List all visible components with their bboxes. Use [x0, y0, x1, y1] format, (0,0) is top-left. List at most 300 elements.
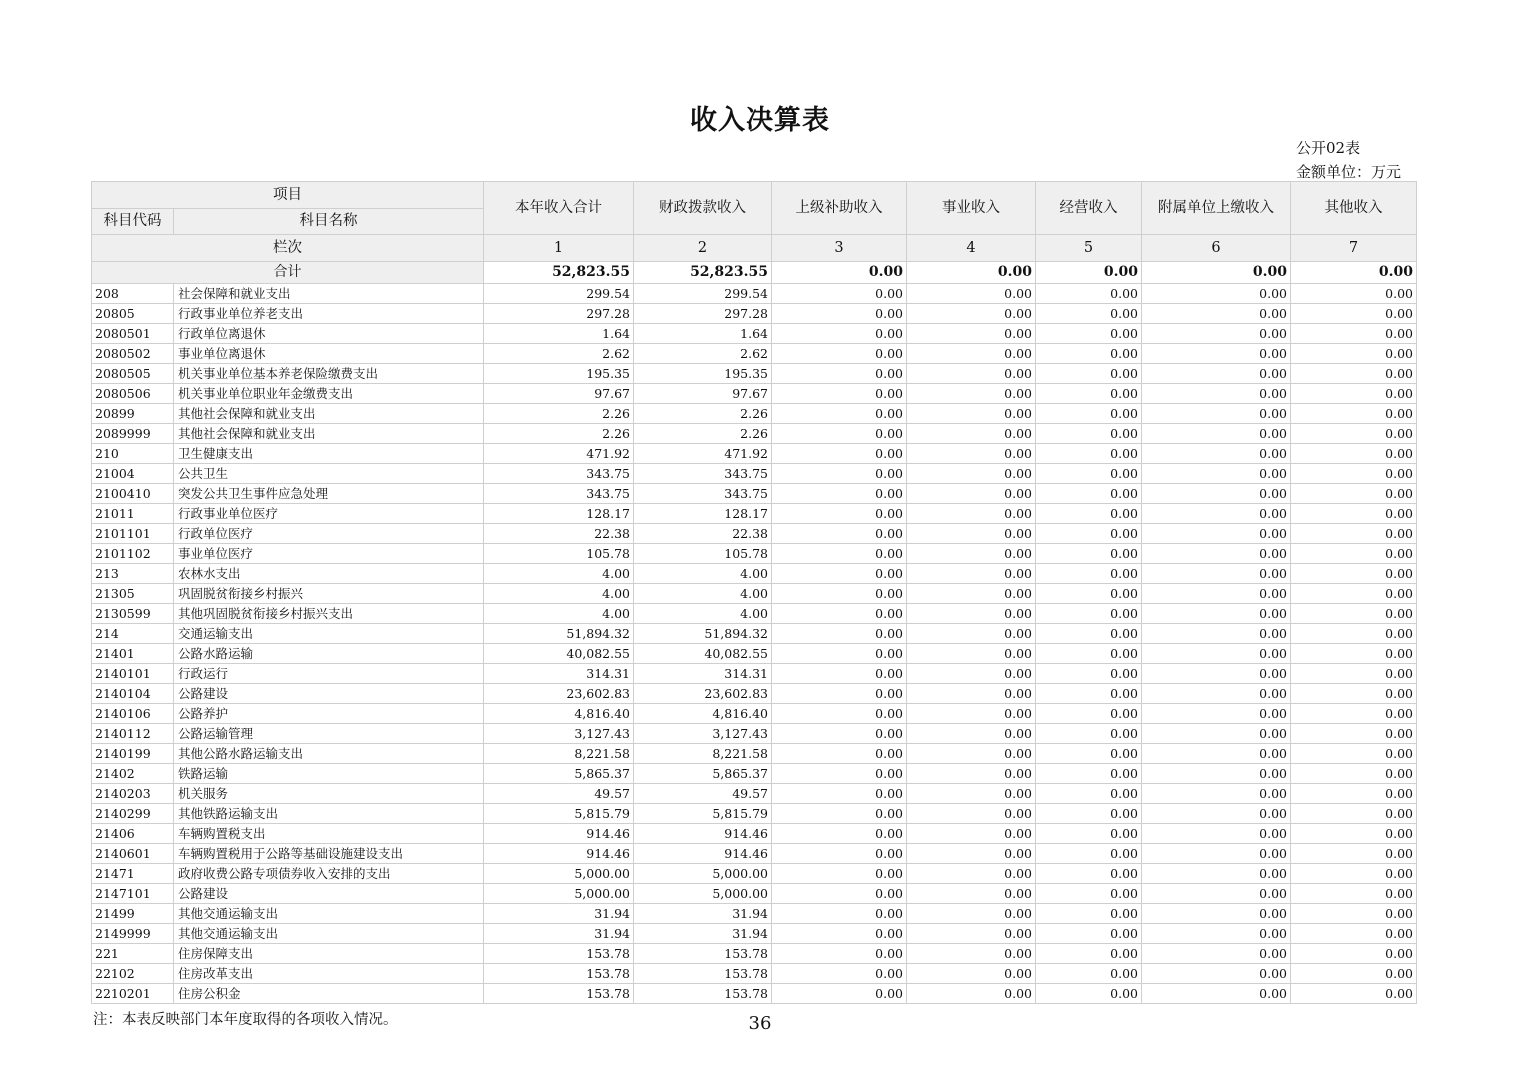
footnote: 注：本表反映部门本年度取得的各项收入情况。 — [93, 1012, 398, 1028]
amount-cell: 0.00 — [772, 564, 907, 584]
subject-code: 22102 — [92, 964, 174, 984]
amount-cell: 0.00 — [1142, 564, 1291, 584]
amount-cell: 0.00 — [1142, 764, 1291, 784]
amount-cell: 0.00 — [907, 604, 1036, 624]
amount-cell: 0.00 — [907, 824, 1036, 844]
amount-cell: 0.00 — [772, 964, 907, 984]
amount-cell: 40,082.55 — [484, 644, 634, 664]
amount-cell: 5,815.79 — [634, 804, 772, 824]
subject-code: 2080502 — [92, 344, 174, 364]
subject-name: 其他交通运输支出 — [174, 924, 484, 944]
amount-cell: 0.00 — [907, 584, 1036, 604]
amount-cell: 0.00 — [1291, 324, 1417, 344]
header-colnum-4: 4 — [907, 235, 1036, 262]
subject-name: 事业单位医疗 — [174, 544, 484, 564]
subject-name: 公路水路运输 — [174, 644, 484, 664]
subject-code: 2101102 — [92, 544, 174, 564]
header-colnum-7: 7 — [1291, 235, 1417, 262]
amount-cell: 0.00 — [1291, 584, 1417, 604]
subject-code: 21406 — [92, 824, 174, 844]
amount-cell: 2.26 — [484, 424, 634, 444]
subject-code: 2140104 — [92, 684, 174, 704]
amount-cell: 0.00 — [1036, 704, 1142, 724]
amount-cell: 0.00 — [772, 344, 907, 364]
amount-cell: 0.00 — [907, 704, 1036, 724]
amount-cell: 0.00 — [1036, 904, 1142, 924]
subject-name: 巩固脱贫衔接乡村振兴 — [174, 584, 484, 604]
amount-cell: 471.92 — [484, 444, 634, 464]
amount-cell: 0.00 — [1291, 724, 1417, 744]
amount-cell: 0.00 — [907, 784, 1036, 804]
subject-name: 住房改革支出 — [174, 964, 484, 984]
subject-code: 210 — [92, 444, 174, 464]
amount-cell: 97.67 — [634, 384, 772, 404]
amount-cell: 0.00 — [907, 384, 1036, 404]
subject-code: 2147101 — [92, 884, 174, 904]
subject-code: 21011 — [92, 504, 174, 524]
subject-name: 车辆购置税支出 — [174, 824, 484, 844]
header-col-1: 本年收入合计 — [484, 182, 634, 235]
subject-code: 2140299 — [92, 804, 174, 824]
amount-cell: 0.00 — [1291, 664, 1417, 684]
subject-code: 21401 — [92, 644, 174, 664]
table-row — [92, 924, 1417, 944]
header-colnum-1: 1 — [484, 235, 634, 262]
subject-code: 2140203 — [92, 784, 174, 804]
table-row — [92, 824, 1417, 844]
amount-cell: 0.00 — [1291, 624, 1417, 644]
amount-cell: 0.00 — [1142, 384, 1291, 404]
header-col-4: 事业收入 — [907, 182, 1036, 235]
amount-cell: 0.00 — [772, 944, 907, 964]
amount-cell: 0.00 — [1142, 324, 1291, 344]
amount-cell: 0.00 — [907, 644, 1036, 664]
amount-cell: 5,865.37 — [484, 764, 634, 784]
amount-cell: 0.00 — [1142, 644, 1291, 664]
amount-cell: 0.00 — [1291, 304, 1417, 324]
amount-cell: 0.00 — [772, 504, 907, 524]
amount-cell: 0.00 — [1036, 784, 1142, 804]
amount-cell: 2.62 — [634, 344, 772, 364]
table-row — [92, 864, 1417, 884]
amount-cell: 0.00 — [772, 404, 907, 424]
table-row — [92, 764, 1417, 784]
amount-cell: 31.94 — [634, 924, 772, 944]
subject-name: 其他社会保障和就业支出 — [174, 404, 484, 424]
amount-cell: 0.00 — [772, 764, 907, 784]
amount-cell: 0.00 — [1036, 724, 1142, 744]
amount-cell: 0.00 — [1036, 624, 1142, 644]
amount-cell: 0.00 — [1142, 424, 1291, 444]
subject-name: 住房保障支出 — [174, 944, 484, 964]
subject-name: 公路建设 — [174, 684, 484, 704]
subject-code: 21004 — [92, 464, 174, 484]
amount-cell: 0.00 — [907, 304, 1036, 324]
amount-cell: 0.00 — [1036, 424, 1142, 444]
amount-cell: 0.00 — [1142, 304, 1291, 324]
amount-cell: 0.00 — [1291, 884, 1417, 904]
amount-cell: 40,082.55 — [634, 644, 772, 664]
amount-cell: 0.00 — [1036, 664, 1142, 684]
amount-cell: 0.00 — [772, 984, 907, 1004]
amount-cell: 0.00 — [907, 884, 1036, 904]
subject-name: 其他巩固脱贫衔接乡村振兴支出 — [174, 604, 484, 624]
subject-code: 2100410 — [92, 484, 174, 504]
amount-cell: 5,000.00 — [634, 884, 772, 904]
table-row — [92, 424, 1417, 444]
amount-cell: 0.00 — [1291, 504, 1417, 524]
amount-cell: 153.78 — [634, 984, 772, 1004]
subject-code: 2130599 — [92, 604, 174, 624]
amount-cell: 0.00 — [1036, 284, 1142, 304]
amount-cell: 0.00 — [772, 444, 907, 464]
amount-cell: 0.00 — [772, 724, 907, 744]
amount-cell: 0.00 — [772, 824, 907, 844]
amount-cell: 0.00 — [1036, 864, 1142, 884]
amount-cell: 0.00 — [1036, 824, 1142, 844]
subject-code: 2140106 — [92, 704, 174, 724]
amount-unit: 金额单位：万元 — [1296, 163, 1402, 181]
amount-cell: 0.00 — [1036, 684, 1142, 704]
subject-code: 2149999 — [92, 924, 174, 944]
table-row — [92, 684, 1417, 704]
amount-cell: 4.00 — [634, 564, 772, 584]
amount-cell: 0.00 — [1291, 464, 1417, 484]
subject-code: 2080501 — [92, 324, 174, 344]
subject-name: 其他交通运输支出 — [174, 904, 484, 924]
amount-cell: 0.00 — [907, 464, 1036, 484]
amount-cell: 0.00 — [907, 724, 1036, 744]
amount-cell: 0.00 — [772, 384, 907, 404]
table-row — [92, 644, 1417, 664]
amount-cell: 4.00 — [484, 584, 634, 604]
subject-name: 铁路运输 — [174, 764, 484, 784]
subject-code: 2089999 — [92, 424, 174, 444]
amount-cell: 0.00 — [1291, 444, 1417, 464]
subject-name: 机关事业单位职业年金缴费支出 — [174, 384, 484, 404]
header-colnum-3: 3 — [772, 235, 907, 262]
subject-name: 其他社会保障和就业支出 — [174, 424, 484, 444]
subject-code: 208 — [92, 284, 174, 304]
amount-cell: 0.00 — [1142, 504, 1291, 524]
amount-cell: 0.00 — [907, 944, 1036, 964]
amount-cell: 0.00 — [1291, 544, 1417, 564]
amount-cell: 0.00 — [772, 644, 907, 664]
amount-cell: 0.00 — [1142, 404, 1291, 424]
amount-cell: 0.00 — [907, 324, 1036, 344]
subject-name: 行政事业单位养老支出 — [174, 304, 484, 324]
amount-cell: 0.00 — [772, 604, 907, 624]
table-row — [92, 564, 1417, 584]
amount-cell: 0.00 — [1036, 844, 1142, 864]
subject-name: 其他铁路运输支出 — [174, 804, 484, 824]
amount-cell: 0.00 — [1036, 404, 1142, 424]
amount-cell: 0.00 — [1036, 944, 1142, 964]
amount-cell: 23,602.83 — [484, 684, 634, 704]
amount-cell: 3,127.43 — [634, 724, 772, 744]
amount-cell: 0.00 — [1036, 804, 1142, 824]
amount-cell: 23,602.83 — [634, 684, 772, 704]
amount-cell: 0.00 — [907, 364, 1036, 384]
amount-cell: 51,894.32 — [484, 624, 634, 644]
amount-cell: 195.35 — [634, 364, 772, 384]
table-row — [92, 484, 1417, 504]
amount-cell: 5,000.00 — [484, 884, 634, 904]
amount-cell: 22.38 — [484, 524, 634, 544]
amount-cell: 0.00 — [907, 924, 1036, 944]
amount-cell: 0.00 — [1036, 884, 1142, 904]
header-col-6: 附属单位上缴收入 — [1142, 182, 1291, 235]
page-title: 收入决算表 — [690, 105, 830, 136]
amount-cell: 0.00 — [772, 664, 907, 684]
amount-cell: 0.00 — [1142, 624, 1291, 644]
amount-cell: 0.00 — [1036, 764, 1142, 784]
amount-cell: 0.00 — [907, 284, 1036, 304]
subject-code: 20899 — [92, 404, 174, 424]
amount-cell: 49.57 — [484, 784, 634, 804]
amount-cell: 0.00 — [1142, 884, 1291, 904]
amount-cell: 0.00 — [1291, 344, 1417, 364]
amount-cell: 0.00 — [772, 624, 907, 644]
amount-cell: 4.00 — [634, 584, 772, 604]
amount-cell: 0.00 — [907, 484, 1036, 504]
amount-cell: 195.35 — [484, 364, 634, 384]
amount-cell: 0.00 — [1142, 544, 1291, 564]
amount-cell: 0.00 — [1291, 924, 1417, 944]
amount-cell: 0.00 — [772, 284, 907, 304]
amount-cell: 0.00 — [1036, 984, 1142, 1004]
header-name: 科目名称 — [174, 209, 484, 235]
amount-cell: 0.00 — [1291, 484, 1417, 504]
amount-cell: 0.00 — [1036, 524, 1142, 544]
amount-cell: 0.00 — [772, 884, 907, 904]
subject-code: 20805 — [92, 304, 174, 324]
subject-code: 213 — [92, 564, 174, 584]
amount-cell: 0.00 — [1291, 704, 1417, 724]
amount-cell: 299.54 — [634, 284, 772, 304]
amount-cell: 0.00 — [1291, 804, 1417, 824]
subject-name: 公路建设 — [174, 884, 484, 904]
amount-cell: 0.00 — [1291, 744, 1417, 764]
amount-cell: 0.00 — [1142, 524, 1291, 544]
amount-cell: 97.67 — [484, 384, 634, 404]
header-col-5: 经营收入 — [1036, 182, 1142, 235]
amount-cell: 51,894.32 — [634, 624, 772, 644]
subject-code: 221 — [92, 944, 174, 964]
table-row — [92, 444, 1417, 464]
subject-name: 行政事业单位医疗 — [174, 504, 484, 524]
amount-cell: 0.00 — [1291, 424, 1417, 444]
amount-cell: 4.00 — [634, 604, 772, 624]
amount-cell: 0.00 — [772, 484, 907, 504]
amount-cell: 0.00 — [907, 904, 1036, 924]
amount-cell: 0.00 — [1142, 864, 1291, 884]
amount-cell: 0.00 — [1036, 444, 1142, 464]
subject-name: 公共卫生 — [174, 464, 484, 484]
amount-cell: 0.00 — [772, 684, 907, 704]
amount-cell: 0.00 — [907, 344, 1036, 364]
table-row — [92, 664, 1417, 684]
amount-cell: 0.00 — [1142, 824, 1291, 844]
total-value: 0.00 — [1291, 262, 1417, 284]
amount-cell: 1.64 — [634, 324, 772, 344]
amount-cell: 299.54 — [484, 284, 634, 304]
amount-cell: 0.00 — [1142, 484, 1291, 504]
amount-cell: 0.00 — [907, 844, 1036, 864]
amount-cell: 0.00 — [1142, 904, 1291, 924]
amount-cell: 2.26 — [634, 424, 772, 444]
amount-cell: 0.00 — [1142, 944, 1291, 964]
table-row — [92, 524, 1417, 544]
amount-cell: 0.00 — [1291, 864, 1417, 884]
amount-cell: 0.00 — [772, 744, 907, 764]
subject-name: 其他公路水路运输支出 — [174, 744, 484, 764]
amount-cell: 0.00 — [1291, 784, 1417, 804]
amount-cell: 0.00 — [772, 364, 907, 384]
total-value: 0.00 — [1036, 262, 1142, 284]
amount-cell: 0.00 — [1036, 644, 1142, 664]
amount-cell: 0.00 — [1142, 784, 1291, 804]
amount-cell: 0.00 — [1291, 944, 1417, 964]
table-row — [92, 704, 1417, 724]
amount-cell: 0.00 — [772, 804, 907, 824]
subject-name: 行政单位医疗 — [174, 524, 484, 544]
subject-code: 214 — [92, 624, 174, 644]
amount-cell: 0.00 — [1142, 684, 1291, 704]
amount-cell: 0.00 — [1036, 344, 1142, 364]
income-table — [91, 181, 1417, 1004]
table-row — [92, 384, 1417, 404]
amount-cell: 343.75 — [484, 484, 634, 504]
amount-cell: 8,221.58 — [634, 744, 772, 764]
amount-cell: 0.00 — [907, 864, 1036, 884]
table-row — [92, 744, 1417, 764]
amount-cell: 0.00 — [1036, 484, 1142, 504]
amount-cell: 1.64 — [484, 324, 634, 344]
amount-cell: 0.00 — [1036, 924, 1142, 944]
table-row — [92, 504, 1417, 524]
amount-cell: 5,000.00 — [484, 864, 634, 884]
amount-cell: 0.00 — [907, 524, 1036, 544]
amount-cell: 314.31 — [484, 664, 634, 684]
amount-cell: 0.00 — [1036, 364, 1142, 384]
subject-code: 21402 — [92, 764, 174, 784]
amount-cell: 0.00 — [1291, 984, 1417, 1004]
amount-cell: 0.00 — [1142, 844, 1291, 864]
subject-name: 交通运输支出 — [174, 624, 484, 644]
amount-cell: 471.92 — [634, 444, 772, 464]
subject-name: 机关事业单位基本养老保险缴费支出 — [174, 364, 484, 384]
amount-cell: 0.00 — [1036, 604, 1142, 624]
amount-cell: 343.75 — [484, 464, 634, 484]
amount-cell: 0.00 — [772, 304, 907, 324]
table-row — [92, 844, 1417, 864]
page-number: 36 — [748, 1013, 772, 1034]
header-item: 项目 — [92, 182, 484, 209]
header-code: 科目代码 — [92, 209, 174, 235]
amount-cell: 0.00 — [772, 464, 907, 484]
amount-cell: 0.00 — [907, 504, 1036, 524]
amount-cell: 0.00 — [772, 524, 907, 544]
table-row — [92, 364, 1417, 384]
amount-cell: 128.17 — [484, 504, 634, 524]
amount-cell: 31.94 — [634, 904, 772, 924]
amount-cell: 22.38 — [634, 524, 772, 544]
amount-cell: 0.00 — [1291, 824, 1417, 844]
total-value: 52,823.55 — [484, 262, 634, 284]
total-row — [92, 262, 1417, 284]
table-row — [92, 604, 1417, 624]
subject-name: 政府收费公路专项债券收入安排的支出 — [174, 864, 484, 884]
total-label: 合计 — [92, 262, 484, 284]
amount-cell: 0.00 — [1036, 744, 1142, 764]
header-colnum-5: 5 — [1036, 235, 1142, 262]
table-row — [92, 584, 1417, 604]
table-row — [92, 984, 1417, 1004]
subject-name: 行政运行 — [174, 664, 484, 684]
amount-cell: 0.00 — [772, 924, 907, 944]
amount-cell: 4,816.40 — [634, 704, 772, 724]
amount-cell: 4,816.40 — [484, 704, 634, 724]
subject-code: 2140601 — [92, 844, 174, 864]
amount-cell: 0.00 — [1142, 744, 1291, 764]
amount-cell: 0.00 — [1142, 364, 1291, 384]
amount-cell: 0.00 — [1036, 504, 1142, 524]
amount-cell: 0.00 — [772, 784, 907, 804]
amount-cell: 0.00 — [1036, 464, 1142, 484]
amount-cell: 128.17 — [634, 504, 772, 524]
subject-name: 社会保障和就业支出 — [174, 284, 484, 304]
amount-cell: 0.00 — [907, 804, 1036, 824]
form-number: 公开02表 — [1296, 139, 1361, 157]
amount-cell: 0.00 — [1291, 604, 1417, 624]
amount-cell: 4.00 — [484, 604, 634, 624]
amount-cell: 31.94 — [484, 904, 634, 924]
amount-cell: 153.78 — [484, 964, 634, 984]
subject-name: 突发公共卫生事件应急处理 — [174, 484, 484, 504]
total-value: 0.00 — [772, 262, 907, 284]
amount-cell: 4.00 — [484, 564, 634, 584]
header-column-index: 栏次 — [92, 235, 484, 262]
table-row — [92, 964, 1417, 984]
amount-cell: 0.00 — [907, 564, 1036, 584]
amount-cell: 914.46 — [634, 824, 772, 844]
amount-cell: 153.78 — [634, 964, 772, 984]
amount-cell: 914.46 — [634, 844, 772, 864]
header-col-7: 其他收入 — [1291, 182, 1417, 235]
amount-cell: 5,000.00 — [634, 864, 772, 884]
table-row — [92, 904, 1417, 924]
total-value: 0.00 — [1142, 262, 1291, 284]
subject-code: 2140112 — [92, 724, 174, 744]
amount-cell: 5,865.37 — [634, 764, 772, 784]
amount-cell: 314.31 — [634, 664, 772, 684]
table-row — [92, 724, 1417, 744]
amount-cell: 0.00 — [1142, 664, 1291, 684]
amount-cell: 0.00 — [907, 964, 1036, 984]
table-row — [92, 884, 1417, 904]
amount-cell: 0.00 — [772, 424, 907, 444]
amount-cell: 0.00 — [772, 324, 907, 344]
amount-cell: 0.00 — [907, 404, 1036, 424]
amount-cell: 0.00 — [907, 424, 1036, 444]
amount-cell: 153.78 — [634, 944, 772, 964]
header-colnum-2: 2 — [634, 235, 772, 262]
amount-cell: 0.00 — [1142, 284, 1291, 304]
table-row — [92, 324, 1417, 344]
amount-cell: 0.00 — [1036, 544, 1142, 564]
amount-cell: 0.00 — [1142, 804, 1291, 824]
